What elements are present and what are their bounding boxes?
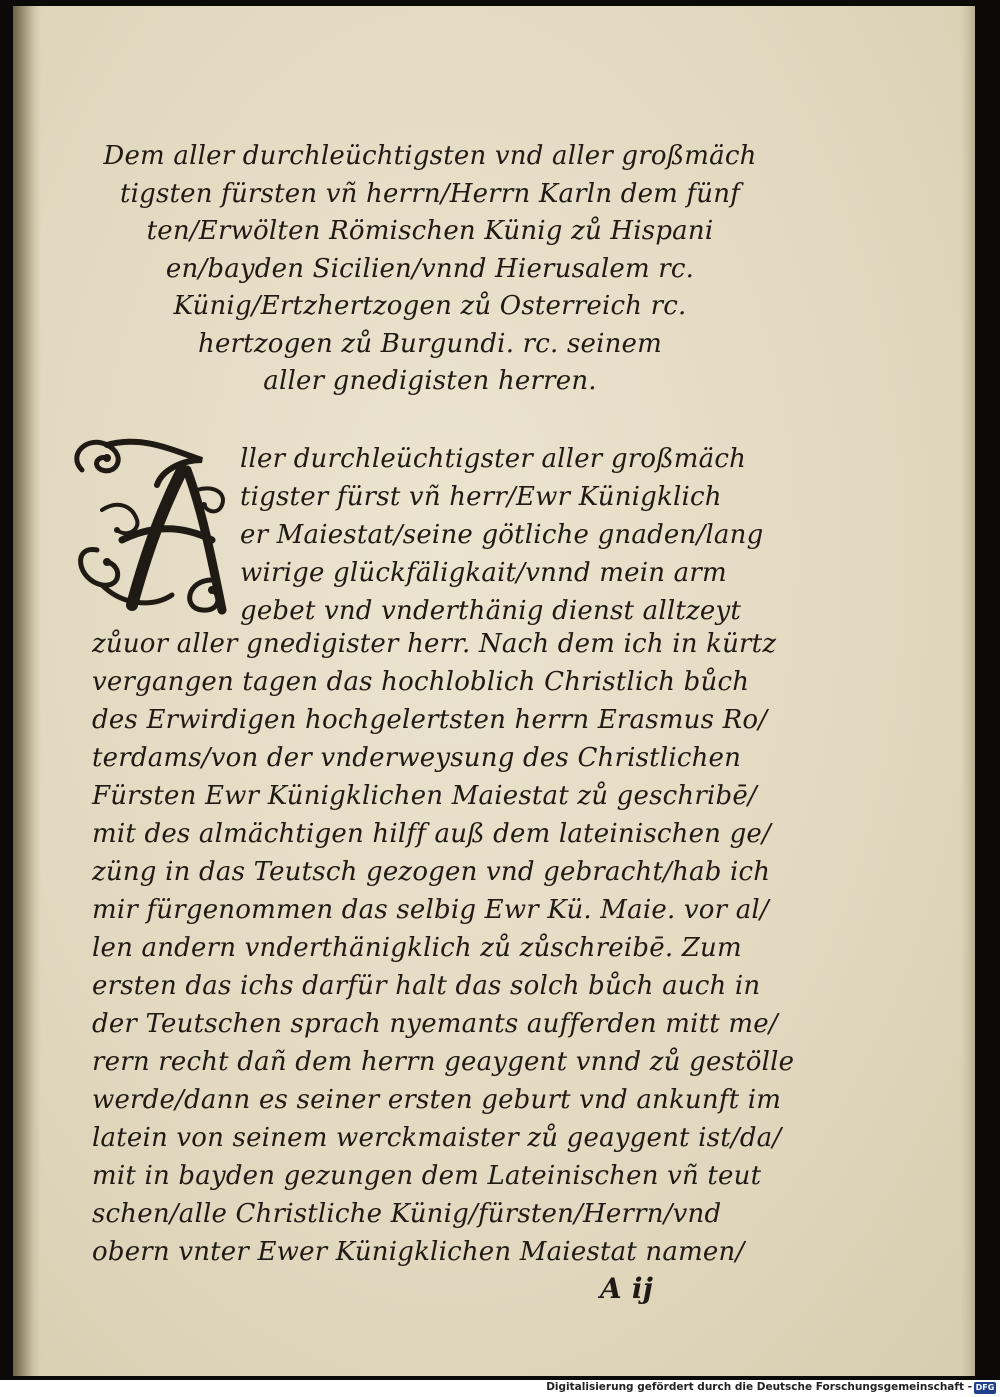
heading-line: tigsten fürsten vñ herrn/Herrn Karln dem fünf	[119, 178, 741, 209]
body-line: zůuor aller gnedigister herr. Nach dem ich in kürtz	[92, 629, 777, 659]
heading-line: hertzogen zů Burgundi. rc. seinem	[198, 328, 662, 359]
body-line: mit in bayden gezungen dem Lateinischen vñ teut	[92, 1161, 762, 1191]
body-line: mir fürgenommen das selbig Ewr Kü. Maie. vor al/	[92, 895, 769, 925]
body-line: len andern vnderthänigklich zů zůschreibē. Zum	[92, 933, 742, 963]
dfg-logo-label: DFG	[975, 1383, 995, 1392]
body-line: ersten das ichs darfür halt das solch bůch auch in	[92, 971, 761, 1001]
body-line: der Teutschen sprach nyemants aufferden mitt me/	[92, 1009, 778, 1039]
page-edge-shadow	[961, 6, 975, 1376]
heading-line: en/bayden Sicilien/vnnd Hierusalem rc.	[165, 253, 695, 284]
body-line: schen/alle Christliche Künig/fürsten/Herrn/vnd	[92, 1199, 722, 1229]
body-line: gebet vnd vnderthänig dienst alltzeyt	[240, 596, 742, 626]
body-line: züng in das Teutsch gezogen vnd gebracht/hab ich	[92, 857, 771, 887]
body-line: Fürsten Ewr Künigklichen Maiestat zů geschribē/	[92, 781, 757, 811]
dfg-logo	[974, 1382, 996, 1394]
body-line: tigster fürst vñ herr/Ewr Künigklich	[240, 482, 722, 512]
heading-line: aller gnedigisten herren.	[263, 366, 597, 396]
body-line: obern vnter Ewer Künigklichen Maiestat namen/	[92, 1237, 745, 1267]
body-line: rern recht dañ dem herrn geaygent vnnd zů gestölle	[92, 1047, 795, 1077]
body-line: mit des almächtigen hilff auß dem lateinischen ge/	[92, 819, 771, 849]
body-line: werde/dann es seiner ersten geburt vnd ankunft im	[92, 1085, 782, 1115]
heading-line: Künig/Ertzhertzogen zů Osterreich rc.	[173, 291, 687, 321]
body-line: wirige glückfäligkait/vnnd mein arm	[240, 558, 727, 588]
decorated-initial-a	[62, 430, 237, 615]
dedication-heading	[70, 138, 790, 401]
signature-mark: A ij	[600, 1272, 654, 1305]
body-line: latein von seinem werckmaister zů geaygent ist/da/	[92, 1123, 782, 1153]
heading-line: Dem aller durchleüchtigsten vnd aller großmäch	[103, 141, 757, 171]
heading-line: ten/Erwölten Römischen Künig zů Hispani	[146, 216, 714, 246]
page-gutter-shadow	[13, 6, 41, 1376]
body-line: terdams/von der vnderweysung des Christlichen	[92, 743, 742, 773]
body-line: ller durchleüchtigster aller großmäch	[240, 444, 747, 474]
body-line: er Maiestat/seine götliche gnaden/lang	[240, 520, 764, 550]
body-line: vergangen tagen das hochloblich Christlich bůch	[92, 667, 750, 697]
body-line: des Erwirdigen hochgelertsten herrn Erasmus Ro/	[92, 705, 768, 735]
funding-credit: Digitalisierung gefördert durch die Deutsche Forschungsgemeinschaft -	[546, 1381, 972, 1393]
